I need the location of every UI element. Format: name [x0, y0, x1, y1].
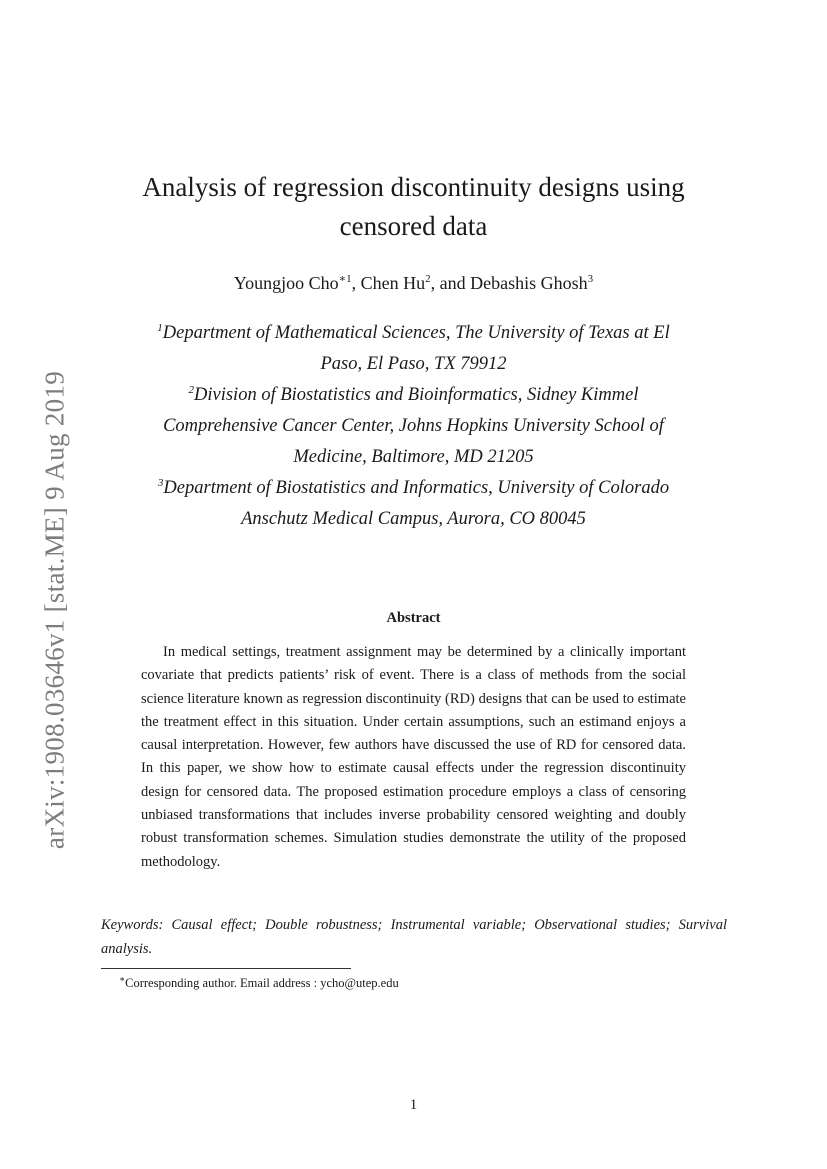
page-number: 1: [409, 1097, 418, 1113]
affiliation-line: Department of Biostatistics and Informatics, University of Colorado: [163, 478, 670, 498]
arxiv-identifier: arXiv:1908.03646v1 [stat.ME] 9 Aug 2019: [39, 370, 70, 850]
affiliation-line: Division of Biostatistics and Bioinformatics, Sidney Kimmel: [194, 385, 639, 405]
author-separator: , and: [430, 273, 471, 293]
author-name: Chen Hu: [360, 273, 426, 293]
affiliation: [100, 380, 727, 411]
footnote-text: Corresponding author. Email address : ycho@utep.edu: [125, 976, 399, 990]
affiliation-number: 2: [188, 384, 194, 396]
footnote-rule: [101, 968, 351, 969]
author-mark: ∗1: [338, 273, 352, 285]
affiliation: [100, 473, 727, 504]
affiliation: [100, 318, 727, 349]
author-list: [100, 271, 727, 295]
author-separator: ,: [351, 273, 361, 293]
affiliation-list: [100, 318, 727, 535]
affiliation: [100, 349, 727, 380]
abstract-heading: Abstract: [386, 610, 441, 626]
affiliation-line: Anschutz Medical Campus, Aurora, CO 80045: [241, 509, 586, 529]
affiliation: [100, 411, 727, 442]
author-mark: 2: [425, 273, 431, 285]
footnote: [119, 974, 399, 992]
affiliation-number: 3: [157, 477, 164, 489]
author-name: Youngjoo Cho: [233, 273, 339, 293]
affiliation-line: Paso, El Paso, TX 79912: [320, 354, 507, 374]
author-name: Debashis Ghosh: [470, 273, 588, 293]
affiliation-line: Department of Mathematical Sciences, The University of Texas at El: [162, 323, 670, 343]
affiliation: [100, 442, 727, 473]
affiliation-line: Comprehensive Cancer Center, Johns Hopkins University School of: [163, 416, 664, 436]
paper-title: Analysis of regression discontinuity designs using censored data: [142, 172, 685, 241]
affiliation-line: Medicine, Baltimore, MD 21205: [293, 447, 534, 467]
abstract-text: In medical settings, treatment assignment may be determined by a clinically important covariate that predicts patients’ risk of event. There is a class of methods from the social science literature known as regression discontinuity (RD) designs that can be used to estimate the treatment effect in this situation. Under certain assumptions, such an estimand enjoys a causal interpretation. However, few authors have discussed the use of RD for censored data. In this paper, we show how to estimate causal effects under the regression discontinuity design for censored data. The proposed estimation procedure employs a class of censoring unbiased transformations that includes inverse probability censored weighting and doubly robust transformation schemes. Simulation studies demonstrate the utility of the proposed methodology.: [141, 644, 686, 870]
affiliation: [100, 504, 727, 535]
affiliation-number: 1: [157, 322, 163, 334]
keywords: Keywords: Causal effect; Double robustness; Instrumental variable; Observational studies; Survival analysis.: [101, 917, 727, 957]
footnote-mark: ∗: [119, 974, 126, 984]
author-mark: 3: [587, 273, 594, 285]
